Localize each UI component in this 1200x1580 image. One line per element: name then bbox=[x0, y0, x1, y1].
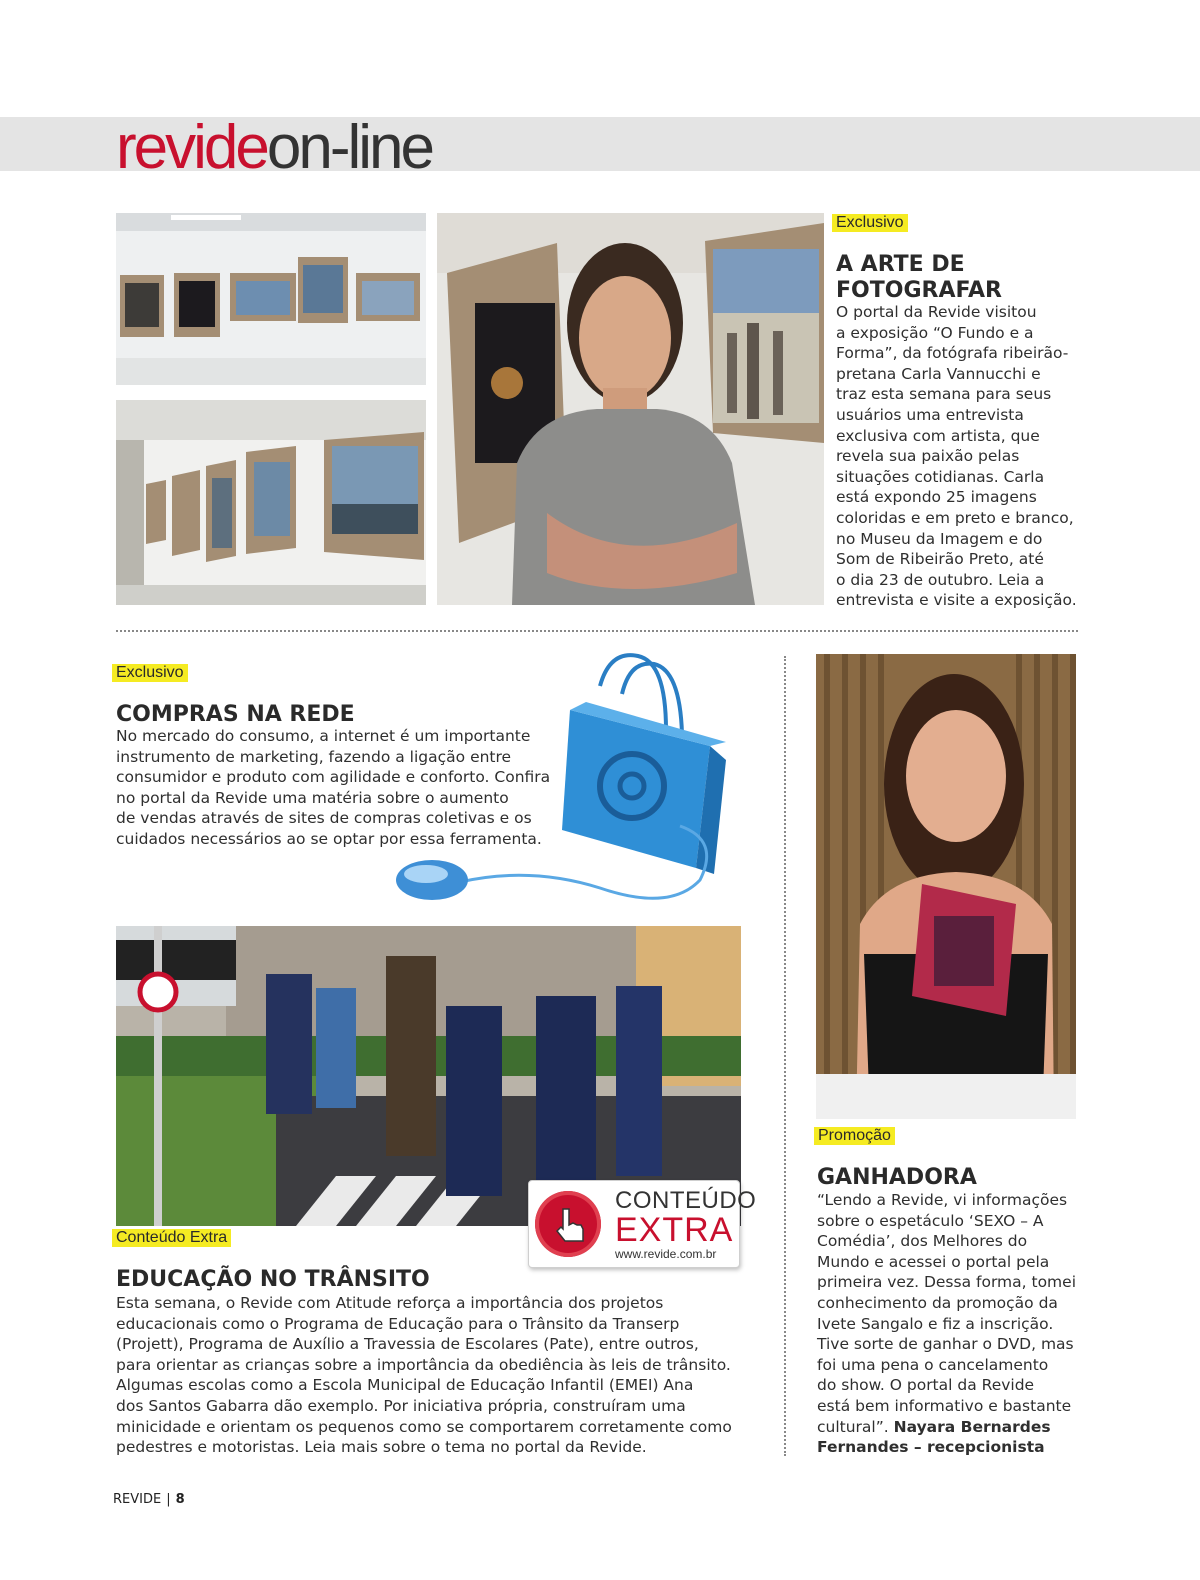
badge-url: www.revide.com.br bbox=[615, 1247, 717, 1261]
headline-line: A ARTE DE bbox=[836, 252, 965, 277]
text-line: entrevista e visite a exposição. bbox=[836, 591, 1077, 610]
photographer-portrait bbox=[437, 213, 824, 605]
text-line: educacionais como o Programa de Educação para o Trânsito da Transerp bbox=[116, 1314, 680, 1333]
text-line: no portal da Revide uma matéria sobre o aumento bbox=[116, 788, 509, 807]
text-line: está expondo 25 imagens bbox=[836, 488, 1037, 507]
masthead-online: on-line bbox=[266, 113, 432, 182]
text-line: (Projett), Programa de Auxílio a Travessia de Escolares (Pate), entre outros, bbox=[116, 1335, 699, 1354]
headline-arte-de-fotografar bbox=[836, 252, 1002, 304]
gallery-photo-corridor bbox=[116, 400, 426, 605]
quote-end: cultural”. bbox=[817, 1417, 889, 1436]
byline-name: Nayara Bernardes bbox=[893, 1417, 1051, 1436]
text-line: O portal da Revide visitou bbox=[836, 303, 1037, 321]
tag-promocao: Promoção bbox=[814, 1127, 895, 1145]
text-line: usuários uma entrevista bbox=[836, 405, 1024, 424]
text-line: dos Santos Gabarra dão exemplo. Por iniciativa própria, construíram uma bbox=[116, 1396, 686, 1415]
tag-exclusivo-photo: Exclusivo bbox=[832, 214, 908, 232]
text-line: o dia 23 de outubro. Leia a bbox=[836, 570, 1045, 589]
text-line bbox=[817, 1437, 1076, 1458]
text-line: para orientar as crianças sobre a importância da obediência às leis de trânsito. bbox=[116, 1355, 731, 1374]
text-line: foi uma pena o cancelamento bbox=[817, 1355, 1049, 1374]
text-line: “Lendo a Revide, vi informações bbox=[817, 1191, 1068, 1209]
footer-separator: | bbox=[166, 1492, 171, 1507]
text-line: cuidados necessários ao se optar por essa ferramenta. bbox=[116, 829, 542, 848]
text-line: primeira vez. Dessa forma, tomei bbox=[817, 1273, 1076, 1292]
text-line: está bem informativo e bastante bbox=[817, 1396, 1072, 1415]
gallery-photo-top bbox=[116, 213, 426, 385]
text-line: exclusiva com artista, que bbox=[836, 426, 1040, 445]
text-line: no Museu da Imagem e do bbox=[836, 529, 1043, 548]
text-line: situações cotidianas. Carla bbox=[836, 467, 1045, 486]
text-line: pedestres e motoristas. Leia mais sobre o tema no portal da Revide. bbox=[116, 1438, 647, 1457]
body-compras-na-rede bbox=[116, 726, 550, 850]
text-line: consumidor e produto com agilidade e conforto. Confira bbox=[116, 768, 551, 787]
headline-line: FOTOGRAFAR bbox=[836, 278, 1002, 303]
headline-compras-na-rede: COMPRAS NA REDE bbox=[116, 702, 355, 727]
text-line: revela sua paixão pelas bbox=[836, 447, 1020, 466]
masthead-revide: revide bbox=[116, 113, 267, 182]
vertical-divider bbox=[784, 656, 786, 1456]
masthead-logo bbox=[116, 108, 432, 188]
text-line: conhecimento da promoção da bbox=[817, 1293, 1058, 1312]
body-ganhadora bbox=[817, 1190, 1076, 1458]
text-line: Esta semana, o Revide com Atitude reforça a importância dos projetos bbox=[116, 1294, 664, 1312]
byline-role: Fernandes – recepcionista bbox=[817, 1438, 1045, 1457]
text-line: Comédia’, dos Melhores do bbox=[817, 1232, 1028, 1251]
text-line: a exposição “O Fundo e a bbox=[836, 323, 1034, 342]
text-line: sobre o espetáculo ‘SEXO – A bbox=[817, 1211, 1044, 1230]
text-line: No mercado do consumo, a internet é um importante bbox=[116, 727, 531, 745]
hand-cursor-icon bbox=[535, 1191, 601, 1257]
conteudo-extra-badge bbox=[528, 1180, 757, 1268]
text-line: minicidade e orientam os pequenos como se comportarem corretamente como bbox=[116, 1417, 732, 1436]
horizontal-divider bbox=[116, 630, 1078, 632]
text-line: Ivete Sangalo e fiz a inscrição. bbox=[817, 1314, 1054, 1333]
badge-label-extra: EXTRA bbox=[615, 1211, 734, 1249]
text-line: pretana Carla Vannucchi e bbox=[836, 364, 1041, 383]
footer-page-number: 8 bbox=[175, 1492, 185, 1507]
text-line: instrumento de marketing, fazendo a ligação entre bbox=[116, 747, 512, 766]
tag-conteudo-extra: Conteúdo Extra bbox=[112, 1229, 231, 1247]
text-line: Som de Ribeirão Preto, até bbox=[836, 550, 1044, 569]
body-arte-de-fotografar bbox=[836, 302, 1077, 611]
headline-ganhadora: GANHADORA bbox=[817, 1165, 977, 1190]
text-line: coloridas e em preto e branco, bbox=[836, 508, 1074, 527]
winner-photo bbox=[816, 654, 1076, 1119]
text-line: traz esta semana para seus bbox=[836, 385, 1052, 404]
text-line: Algumas escolas como a Escola Municipal de Educação Infantil (EMEI) Ana bbox=[116, 1376, 694, 1395]
text-line: do show. O portal da Revide bbox=[817, 1376, 1035, 1395]
badge-label-conteudo: CONTEÚDO bbox=[615, 1187, 757, 1214]
headline-educacao-no-transito: EDUCAÇÃO NO TRÂNSITO bbox=[116, 1267, 430, 1292]
body-educacao-no-transito bbox=[116, 1293, 732, 1458]
text-line: de vendas através de sites de compras coletivas e os bbox=[116, 809, 532, 828]
footer-publication: REVIDE bbox=[113, 1492, 162, 1507]
text-line: Mundo e acessei o portal pela bbox=[817, 1252, 1050, 1271]
page-footer bbox=[113, 1492, 185, 1507]
tag-exclusivo-shopping: Exclusivo bbox=[112, 664, 188, 682]
text-line: Tive sorte de ganhar o DVD, mas bbox=[817, 1335, 1074, 1354]
text-line: Forma”, da fotógrafa ribeirão- bbox=[836, 344, 1069, 363]
text-line bbox=[817, 1417, 1076, 1438]
